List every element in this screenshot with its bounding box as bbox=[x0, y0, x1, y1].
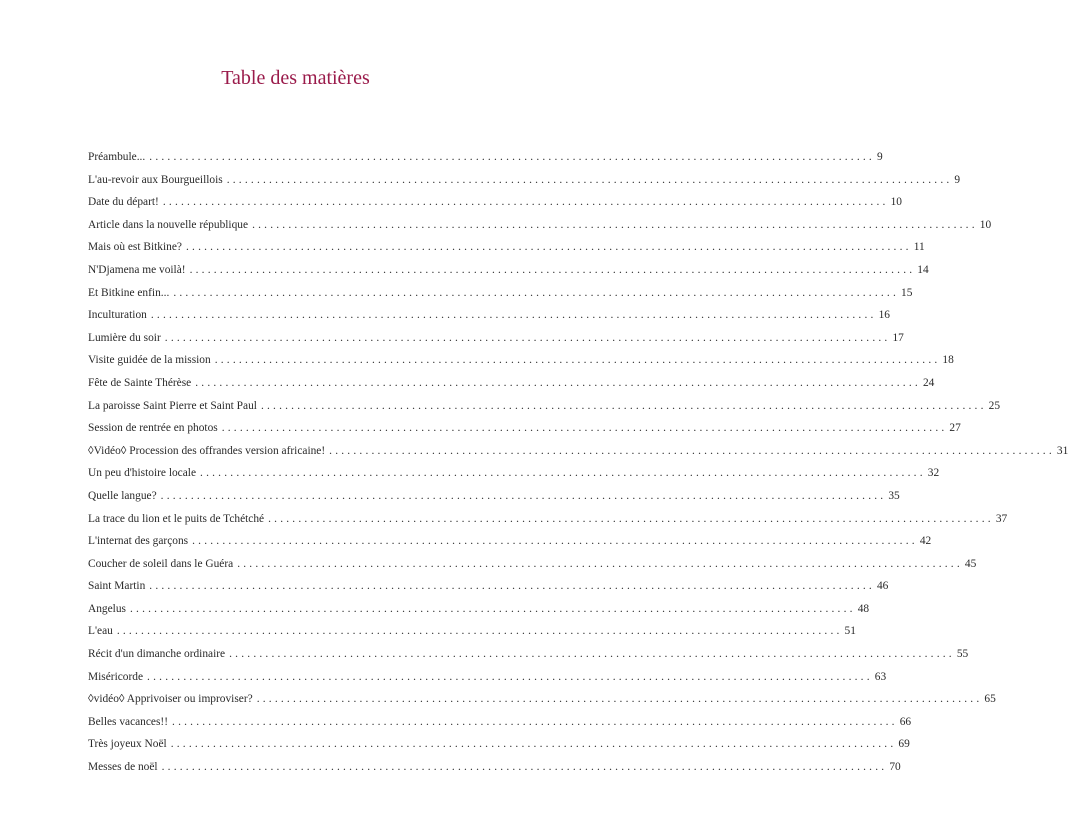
toc-leader-dots: ........................................................................................................................ bbox=[260, 399, 987, 412]
toc-entry[interactable] bbox=[88, 462, 940, 485]
toc-entry[interactable] bbox=[88, 259, 929, 282]
toc-entry-page-number: 9 bbox=[876, 151, 883, 163]
toc-entry-title: ◊Vidéo◊ Procession des offrandes version africaine! bbox=[88, 444, 326, 457]
toc-entry-title: Très joyeux Noël bbox=[88, 738, 167, 751]
toc-leader-dots: ........................................................................................................................ bbox=[150, 309, 877, 322]
toc-entry[interactable] bbox=[88, 620, 856, 643]
toc-leader-dots: ........................................................................................................................ bbox=[252, 218, 978, 231]
toc-entry-title: Messes de noël bbox=[88, 761, 158, 774]
toc-entry-page-number: 51 bbox=[844, 625, 856, 638]
toc-leader-dots: ........................................................................................................................ bbox=[226, 173, 953, 186]
toc-entry-page-number: 11 bbox=[913, 241, 925, 254]
toc-entry[interactable] bbox=[88, 282, 913, 305]
toc-leader-dots: ........................................................................................................................ bbox=[161, 761, 888, 774]
toc-leader-dots: ........................................................................................................................ bbox=[329, 444, 1055, 457]
toc-entry-page-number: 48 bbox=[857, 602, 870, 615]
toc-entry-title: L'au-revoir aux Bourgueillois bbox=[88, 173, 223, 186]
toc-entry[interactable] bbox=[88, 485, 900, 508]
toc-entry-page-number: 31 bbox=[1056, 444, 1068, 457]
toc-entry-page-number: 63 bbox=[874, 670, 887, 683]
toc-entry-page-number: 66 bbox=[899, 715, 912, 728]
toc-entry-title: Inculturation bbox=[88, 309, 147, 322]
toc-entry[interactable] bbox=[88, 575, 889, 598]
toc-entry-title: L'internat des garçons bbox=[88, 535, 189, 548]
toc-entry-title: Saint Martin bbox=[88, 580, 146, 593]
toc-entry-title: La paroisse Saint Pierre et Saint Paul bbox=[88, 399, 257, 412]
toc-entry[interactable] bbox=[88, 666, 887, 689]
toc-entry-page-number: 27 bbox=[949, 422, 961, 435]
toc-entry-title: Article dans la nouvelle république bbox=[88, 218, 249, 231]
toc-entry[interactable] bbox=[88, 688, 996, 711]
toc-leader-dots: ........................................................................................................................ bbox=[129, 602, 856, 615]
toc-entry-title: Récit d'un dimanche ordinaire bbox=[88, 648, 226, 661]
toc-entry[interactable] bbox=[88, 417, 961, 440]
toc-leader-dots: ........................................................................................................................ bbox=[200, 467, 926, 480]
page-title: Table des matières bbox=[221, 67, 370, 89]
toc-leader-dots: ........................................................................................................................ bbox=[160, 489, 887, 502]
toc-entry-page-number: 24 bbox=[922, 376, 935, 389]
toc-entry-page-number: 9 bbox=[954, 173, 961, 186]
toc-leader-dots: ........................................................................................................................ bbox=[214, 354, 941, 367]
toc-entry-title: Coucher de soleil dans le Guéra bbox=[88, 557, 234, 570]
toc-entry[interactable] bbox=[88, 553, 977, 576]
toc-entry[interactable] bbox=[88, 643, 969, 666]
toc-entry-title: Belles vacances!! bbox=[88, 715, 169, 728]
toc-entry-page-number: 69 bbox=[898, 738, 910, 751]
toc-entry-page-number: 42 bbox=[919, 535, 932, 548]
toc-entry-page-number: 16 bbox=[878, 309, 890, 322]
toc-entry[interactable] bbox=[88, 598, 870, 621]
toc-entry-page-number: 37 bbox=[995, 512, 1008, 525]
toc-entry-title: N'Djamena me voilà! bbox=[88, 263, 186, 276]
toc-entry-page-number: 10 bbox=[979, 218, 992, 231]
table-of-contents bbox=[88, 146, 1068, 779]
toc-entry-page-number: 35 bbox=[888, 489, 900, 502]
toc-leader-dots: ........................................................................................................................ bbox=[189, 263, 916, 276]
toc-entry[interactable] bbox=[88, 214, 992, 237]
toc-entry-title: Session de rentrée en photos bbox=[88, 422, 218, 435]
toc-entry[interactable] bbox=[88, 349, 954, 372]
toc-leader-dots: ........................................................................................................................ bbox=[116, 625, 843, 638]
toc-entry[interactable] bbox=[88, 236, 925, 259]
toc-leader-dots: ........................................................................................................................ bbox=[149, 151, 875, 163]
toc-entry[interactable] bbox=[88, 756, 901, 779]
toc-leader-dots: ........................................................................................................................ bbox=[195, 376, 921, 389]
toc-leader-dots: ........................................................................................................................ bbox=[149, 580, 875, 593]
toc-entry-page-number: 32 bbox=[927, 467, 940, 480]
toc-leader-dots: ........................................................................................................................ bbox=[173, 286, 900, 299]
toc-entry-page-number: 70 bbox=[889, 761, 901, 774]
toc-entry-page-number: 14 bbox=[917, 263, 929, 276]
toc-entry-page-number: 55 bbox=[956, 648, 969, 661]
toc-entry-title: Fête de Sainte Thérèse bbox=[88, 376, 192, 389]
toc-entry-title: Angelus bbox=[88, 602, 126, 615]
toc-leader-dots: ........................................................................................................................ bbox=[237, 557, 963, 570]
toc-entry-page-number: 45 bbox=[964, 557, 977, 570]
toc-entry-title: ◊vidéo◊ Apprivoiser ou improviser? bbox=[88, 693, 253, 706]
toc-leader-dots: ........................................................................................................................ bbox=[221, 422, 948, 435]
toc-leader-dots: ........................................................................................................................ bbox=[192, 535, 918, 548]
toc-entry-title: La trace du lion et le puits de Tchétché bbox=[88, 512, 265, 525]
toc-entry[interactable] bbox=[88, 191, 902, 214]
toc-entry[interactable] bbox=[88, 395, 1001, 418]
toc-entry-title: Miséricorde bbox=[88, 670, 144, 683]
toc-entry-title: Préambule... bbox=[88, 151, 146, 163]
toc-entry[interactable] bbox=[88, 327, 904, 350]
toc-entry-page-number: 10 bbox=[890, 196, 902, 209]
toc-leader-dots: ........................................................................................................................ bbox=[164, 331, 891, 344]
toc-entry-page-number: 65 bbox=[984, 693, 996, 706]
toc-entry[interactable] bbox=[88, 508, 1008, 531]
toc-entry[interactable] bbox=[88, 733, 910, 756]
toc-entry-page-number: 25 bbox=[988, 399, 1001, 412]
toc-leader-dots: ........................................................................................................................ bbox=[147, 670, 873, 683]
toc-entry[interactable] bbox=[88, 711, 912, 734]
toc-leader-dots: ........................................................................................................................ bbox=[162, 196, 889, 209]
toc-entry-page-number: 18 bbox=[942, 354, 954, 367]
toc-entry-page-number: 17 bbox=[892, 331, 904, 344]
toc-leader-dots: ........................................................................................................................ bbox=[170, 738, 897, 751]
toc-leader-dots: ........................................................................................................................ bbox=[172, 715, 898, 728]
toc-entry-title: Quelle langue? bbox=[88, 489, 157, 502]
toc-leader-dots: ........................................................................................................................ bbox=[185, 241, 912, 254]
toc-entry-title: Et Bitkine enfin... bbox=[88, 286, 170, 299]
toc-entry[interactable] bbox=[88, 372, 935, 395]
toc-entry-title: Lumière du soir bbox=[88, 331, 161, 344]
toc-entry-page-number: 46 bbox=[876, 580, 889, 593]
toc-entry[interactable] bbox=[88, 146, 883, 169]
toc-entry[interactable] bbox=[88, 440, 1068, 463]
toc-entry[interactable] bbox=[88, 304, 890, 327]
toc-leader-dots: ........................................................................................................................ bbox=[229, 648, 955, 661]
toc-leader-dots: ........................................................................................................................ bbox=[268, 512, 994, 525]
toc-entry-title: Un peu d'histoire locale bbox=[88, 467, 197, 480]
toc-entry[interactable] bbox=[88, 169, 961, 192]
toc-entry-title: Date du départ! bbox=[88, 196, 159, 209]
toc-entry-title: Visite guidée de la mission bbox=[88, 354, 211, 367]
toc-entry-title: L'eau bbox=[88, 625, 113, 638]
toc-entry[interactable] bbox=[88, 530, 932, 553]
toc-leader-dots: ........................................................................................................................ bbox=[256, 693, 983, 706]
toc-entry-title: Mais où est Bitkine? bbox=[88, 241, 182, 254]
toc-entry-page-number: 15 bbox=[901, 286, 913, 299]
